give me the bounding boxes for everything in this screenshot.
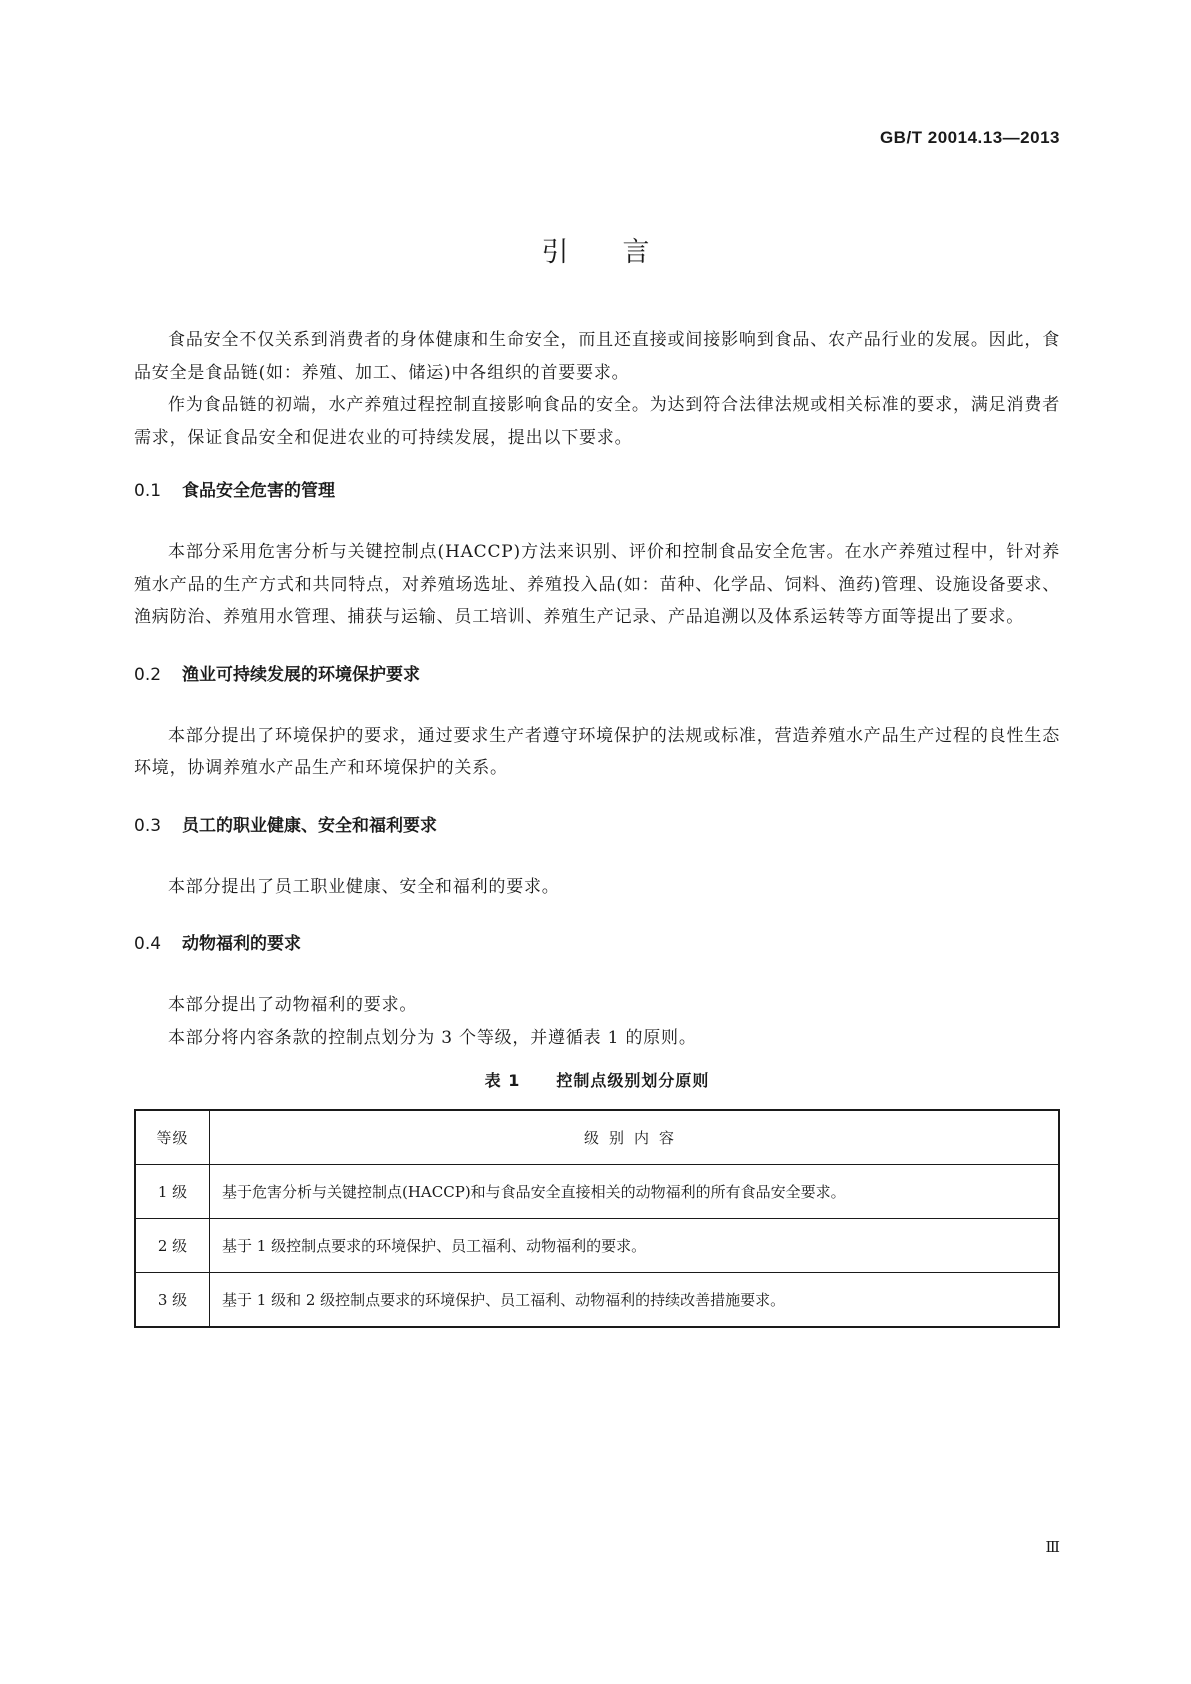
grade-cell: 1 级 — [135, 1165, 210, 1219]
section-paragraph: 本部分提出了员工职业健康、安全和福利的要求。 — [168, 876, 560, 897]
table-caption-number: 表 1 — [484, 1071, 521, 1090]
description-cell: 基于危害分析与关键控制点(HACCP)和与食品安全直接相关的动物福利的所有食品安全要求。 — [210, 1165, 1060, 1219]
grade-table — [134, 1109, 1060, 1328]
table-caption — [134, 1068, 1060, 1091]
section-paragraph: 本部分将内容条款的控制点划分为 3 个等级，并遵循表 1 的原则。 — [168, 1027, 697, 1048]
grade-cell: 2 级 — [135, 1219, 210, 1273]
table-row — [135, 1273, 1059, 1328]
description-cell: 基于 1 级控制点要求的环境保护、员工福利、动物福利的要求。 — [210, 1219, 1060, 1273]
section-heading-0-4 — [134, 929, 1060, 959]
section-title: 食品安全危害的管理 — [182, 481, 335, 501]
page-title: 引言 — [541, 237, 704, 268]
section-heading-0-3 — [134, 811, 1060, 841]
grade-cell: 3 级 — [135, 1273, 210, 1328]
table-caption-title: 控制点级别划分原则 — [556, 1071, 710, 1090]
section-paragraph: 本部分提出了环境保护的要求，通过要求生产者遵守环境保护的法规或标准，营造养殖水产品生产过程的良性生态环境，协调养殖水产品生产和环境保护的关系。 — [134, 725, 1060, 778]
description-cell: 基于 1 级和 2 级控制点要求的环境保护、员工福利、动物福利的持续改善措施要求。 — [210, 1273, 1060, 1328]
section-title: 渔业可持续发展的环境保护要求 — [182, 664, 420, 685]
table-header-row — [135, 1110, 1059, 1165]
page-number: Ⅲ — [1045, 1538, 1060, 1556]
section-number: 0.1 — [134, 481, 162, 501]
section-number: 0.3 — [134, 815, 162, 836]
intro-paragraph: 食品安全不仅关系到消费者的身体健康和生命安全，而且还直接或间接影响到食品、农产品行业的发展。因此，食品安全是食品链(如：养殖、加工、储运)中各组织的首要要求。 — [134, 330, 1060, 383]
section-number: 0.4 — [134, 934, 162, 954]
section-paragraph: 本部分采用危害分析与关键控制点(HACCP)方法来识别、评价和控制食品安全危害。在水产养殖过程中，针对养殖水产品的生产方式和共同特点，对养殖场选址、养殖投入品(如：苗种、化学品、饲料、渔药)管理、设施设备要求、渔病防治、养殖用水管理、捕获与运输、员工培训、养殖生产记录、产品追溯以及体系运转等方面等提出了要求。 — [134, 542, 1060, 627]
section-title: 员工的职业健康、安全和福利要求 — [182, 815, 437, 836]
table-row — [135, 1165, 1059, 1219]
table-header-grade: 等级 — [135, 1110, 210, 1165]
table-header-content: 级别内容 — [210, 1110, 1060, 1165]
section-heading-0-1 — [134, 476, 1060, 506]
section-heading-0-2 — [134, 660, 1060, 690]
section-title: 动物福利的要求 — [182, 934, 301, 954]
document-body — [134, 324, 1060, 1328]
intro-paragraph: 作为食品链的初端，水产养殖过程控制直接影响食品的安全。为达到符合法律法规或相关标准的要求，满足消费者需求，保证食品安全和促进农业的可持续发展，提出以下要求。 — [134, 395, 1060, 448]
section-paragraph: 本部分提出了动物福利的要求。 — [168, 995, 418, 1015]
table-row — [135, 1219, 1059, 1273]
standard-code: GB/T 20014.13—2013 — [879, 128, 1060, 147]
section-number: 0.2 — [134, 664, 162, 685]
